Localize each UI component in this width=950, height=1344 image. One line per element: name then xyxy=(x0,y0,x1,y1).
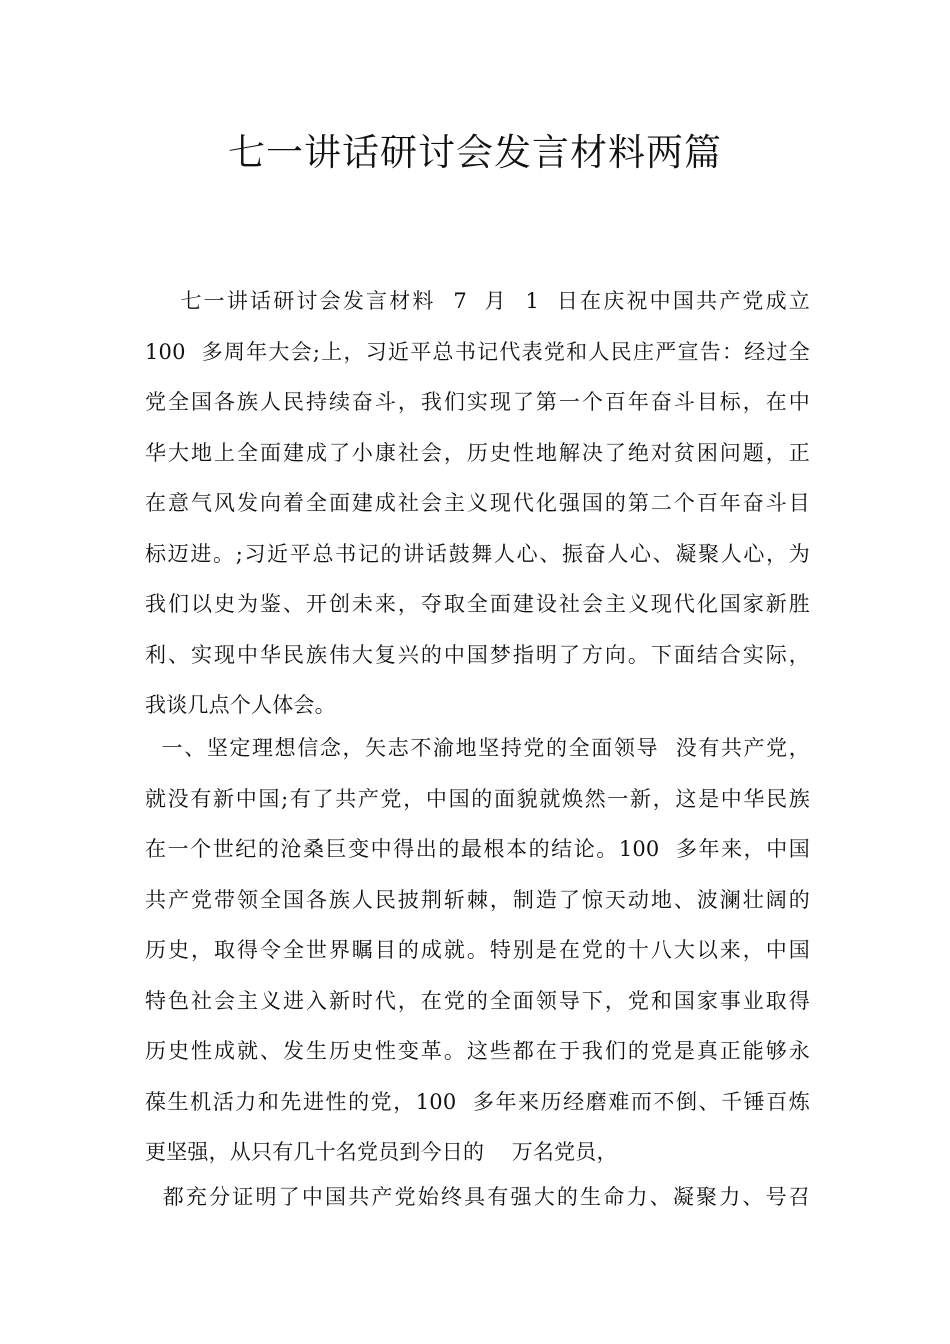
text-line: 华大地上全面建成了小康社会，历史性地解决了绝对贫困问题，正 xyxy=(145,440,810,465)
text-line: 七一讲话研讨会发言材料 7 月 1 日在庆祝中国共产党成立 xyxy=(145,289,810,313)
text-line: 更坚强，从只有几十名党员到今日的 万名党员， xyxy=(145,1140,618,1164)
section-heading-line: 一、坚定理想信念，矢志不渝地坚持党的全面领导 没有共产党， xyxy=(145,736,810,760)
text-line: 在一个世纪的沧桑巨变中得出的最根本的结论。100 多年来，中国 xyxy=(145,837,810,861)
paragraph-continued xyxy=(145,1172,810,1223)
text-line: 共产党带领全国各族人民披荆斩棘，制造了惊天动地、波澜壮阔的 xyxy=(145,887,810,912)
text-line: 利、实现中华民族伟大复兴的中国梦指明了方向。下面结合实际， xyxy=(145,642,810,667)
text-line: 我们以史为鉴、开创未来，夺取全面建设社会主义现代化国家新胜 xyxy=(145,592,810,616)
text-line: 我谈几点个人体会。 xyxy=(145,693,336,717)
text-line: 历史，取得令全世界瞩目的成就。特别是在党的十八大以来，中国 xyxy=(145,938,810,962)
text-line: 党全国各族人民持续奋斗，我们实现了第一个百年奋斗目标，在中 xyxy=(145,390,810,414)
text-line: 100 多周年大会;上，习近平总书记代表党和人民庄严宣告：经过全 xyxy=(145,339,810,364)
paragraph-intro xyxy=(145,276,810,731)
paragraph-section-one xyxy=(145,723,810,1178)
text-line: 都充分证明了中国共产党始终具有强大的生命力、凝聚力、号召 xyxy=(145,1185,810,1209)
text-line: 历史性成就、发生历史性变革。这些都在于我们的党是真正能够永 xyxy=(145,1039,810,1063)
text-line: 在意气风发向着全面建成社会主义现代化强国的第二个百年奋斗目 xyxy=(145,491,810,515)
text-line: 葆生机活力和先进性的党，100 多年来历经磨难而不倒、千锤百炼 xyxy=(145,1089,810,1114)
text-line: 特色社会主义进入新时代，在党的全面领导下，党和国家事业取得 xyxy=(145,988,810,1013)
text-line: 就没有新中国;有了共产党，中国的面貌就焕然一新，这是中华民族 xyxy=(145,786,810,811)
document-title: 七一讲话研讨会发言材料两篇 xyxy=(228,131,722,174)
text-line: 标迈进。;习近平总书记的讲话鼓舞人心、振奋人心、凝聚人心，为 xyxy=(145,541,810,566)
